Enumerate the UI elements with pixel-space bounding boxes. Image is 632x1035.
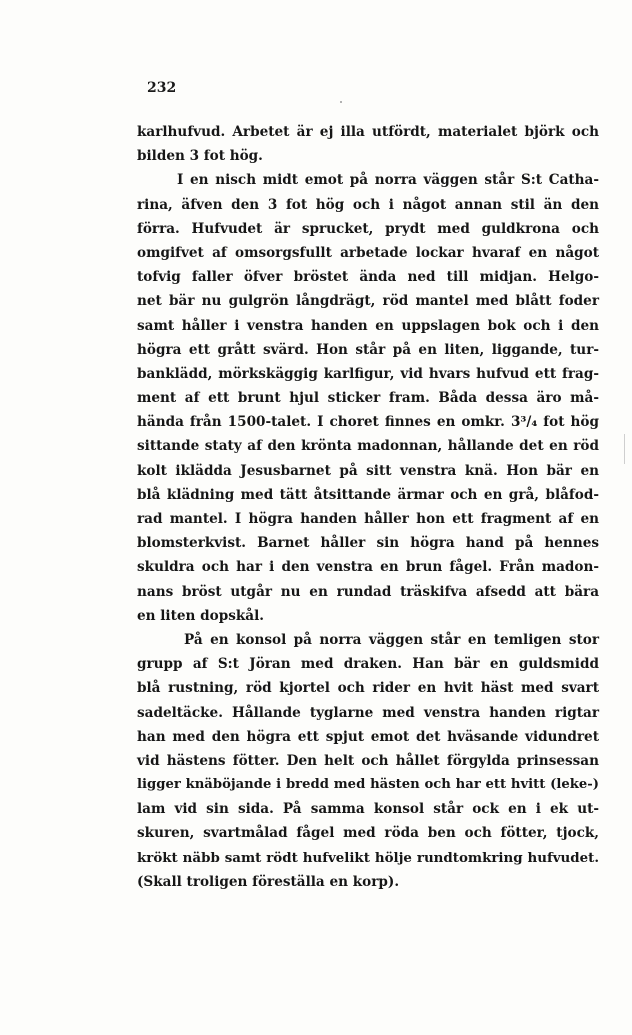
text-line: karlhufvud. Arbetet är ej illa utfördt, materialet björk och: [137, 124, 599, 140]
margin-mark: [624, 434, 625, 464]
text-line: blå rustning, röd kjortel och rider en hvit häst med svart: [137, 680, 599, 697]
text-line: bilden 3 fot hög.: [137, 148, 263, 165]
text-line: blå klädning med tätt åtsittande ärmar och en grå, blåfod-: [137, 486, 599, 503]
text-line: I en nisch midt emot på norra väggen står S:t Catha-: [177, 172, 599, 189]
text-line: grupp af S:t Jöran med draken. Han bär en guldsmidd: [137, 656, 599, 673]
text-line: omgifvet af omsorgsfullt arbetade lockar hvaraf en något: [137, 244, 599, 261]
text-line: På en konsol på norra väggen står en temligen stor: [184, 631, 599, 648]
text-line: tofvig faller öfver bröstet ända ned till midjan. Helgo-: [137, 269, 599, 286]
text-line: en liten dopskål.: [137, 607, 264, 624]
text-line: net bär nu gulgrön långdrägt, röd mantel med blått foder: [137, 293, 599, 310]
stray-mark: [340, 101, 342, 103]
text-line: förra. Hufvudet är sprucket, prydt med guldkrona och: [137, 220, 599, 237]
text-line: samt håller i venstra handen en uppslagen bok och i den: [137, 317, 599, 334]
text-line: kolt iklädda Jesusbarnet på sitt venstra knä. Hon bär en: [137, 462, 599, 479]
text-line: ment af ett brunt hjul sticker fram. Båda dessa äro må-: [137, 390, 599, 407]
text-line: sittande staty af den krönta madonnan, hållande det en röd: [137, 438, 599, 455]
text-line: lam vid sin sida. På samma konsol står ock en i ek ut-: [137, 801, 599, 818]
text-line: (Skall troligen föreställa en korp).: [137, 873, 400, 890]
body-text: [137, 120, 599, 894]
text-line: hända från 1500-talet. I choret finnes en omkr. 3³/₄ fot hög: [137, 414, 599, 431]
text-line: rad mantel. I högra handen håller hon ett fragment af en: [137, 511, 599, 527]
page-number: 232: [147, 80, 177, 96]
text-line: nans bröst utgår nu en rundad träskifva afsedd att bära: [137, 583, 599, 600]
text-line: skuren, svartmålad fågel med röda ben och fötter, tjock,: [137, 825, 599, 842]
text-line: vid hästens fötter. Den helt och hållet förgylda prinsessan: [137, 752, 599, 769]
text-line: högra ett grått svärd. Hon står på en liten, liggande, tur-: [137, 341, 599, 358]
text-line: banklädd, mörkskäggig karlfigur, vid hvars hufvud ett frag-: [137, 365, 599, 382]
text-line: rina, äfven den 3 fot hög och i något annan stil än den: [137, 196, 599, 213]
text-line: blomsterkvist. Barnet håller sin högra hand på hennes: [137, 535, 599, 552]
text-line: sadeltäcke. Hållande tyglarne med venstra handen rigtar: [137, 704, 599, 721]
text-line: skuldra och har i den venstra en brun fågel. Från madon-: [137, 559, 599, 576]
text-line: ligger knäböjande i bredd med hästen och har ett hvitt (leke-): [137, 777, 599, 793]
text-line: han med den högra ett spjut emot det hväsande vidundret: [137, 728, 599, 745]
text-line: krökt näbb samt rödt hufvelikt hölje rundtomkring hufvudet.: [137, 849, 599, 866]
